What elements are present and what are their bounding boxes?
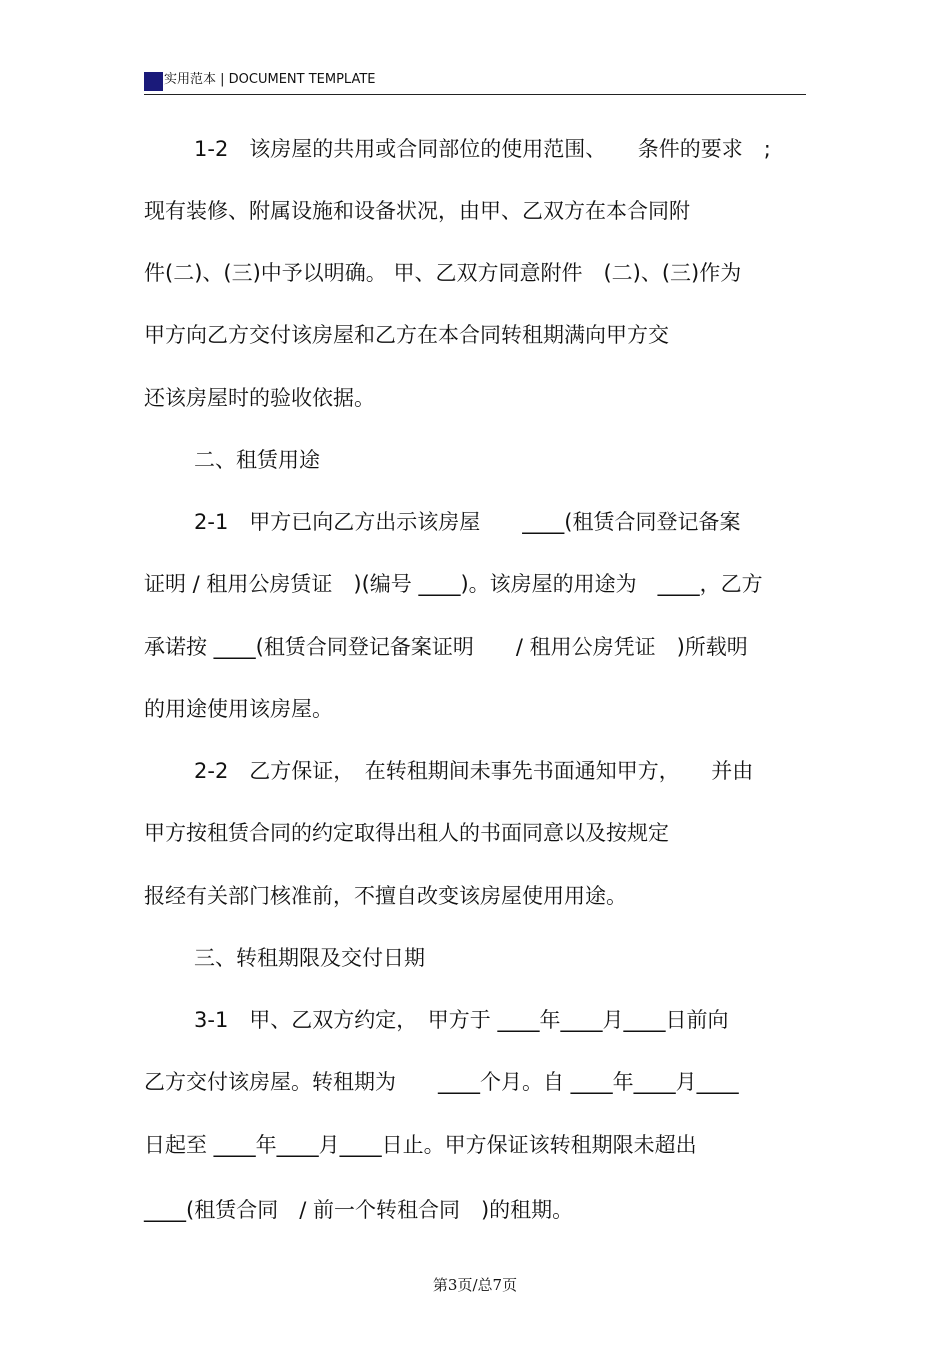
logo-square-icon bbox=[144, 72, 163, 91]
clause-2-2-line-2: 甲方按租赁合同的约定取得出租人的书面同意以及按规定 bbox=[144, 821, 669, 845]
clause-1-2-line-2: 现有装修、附属设施和设备状况，由甲、乙双方在本合同附 bbox=[144, 199, 690, 223]
clause-1-2-line-4: 甲方向乙方交付该房屋和乙方在本合同转租期满向甲方交 bbox=[144, 323, 669, 347]
section-heading-2: 二、租赁用途 bbox=[194, 448, 320, 472]
clause-2-1-line-1: 2-1 甲方已向乙方出示该房屋 ____(租赁合同登记备案 bbox=[194, 510, 741, 534]
clause-2-2-line-1: 2-2 乙方保证， 在转租期间未事先书面通知甲方， 并由 bbox=[194, 759, 754, 783]
page-header bbox=[144, 68, 806, 94]
clause-1-2-line-1: 1-2 该房屋的共用或合同部位的使用范围、 条件的要求 ; bbox=[194, 137, 771, 161]
clause-2-1-line-4: 的用途使用该房屋。 bbox=[144, 697, 333, 721]
clause-3-1-line-3: 日起至 ____年____月____日止。甲方保证该转租期限未超出 bbox=[144, 1133, 697, 1157]
section-heading-3: 三、转租期限及交付日期 bbox=[194, 946, 425, 970]
clause-2-1-line-2: 证明 / 租用公房赁证 )(编号 ____)。该房屋的用途为 ____，乙方 bbox=[144, 572, 763, 596]
header-brand-text: 实用范本 | DOCUMENT TEMPLATE bbox=[164, 72, 376, 87]
clause-1-2-line-3: 件(二)、(三)中予以明确。 甲、乙双方同意附件 (二)、(三)作为 bbox=[144, 261, 742, 285]
clause-3-1-line-4: ____(租赁合同 / 前一个转租合同 )的租期。 bbox=[144, 1198, 574, 1222]
clause-3-1-line-1: 3-1 甲、乙双方约定， 甲方于 ____年____月____日前向 bbox=[194, 1008, 729, 1032]
clause-2-1-line-3: 承诺按 ____(租赁合同登记备案证明 / 租用公房凭证 )所载明 bbox=[144, 635, 748, 659]
clause-2-2-line-3: 报经有关部门核准前，不擅自改变该房屋使用用途。 bbox=[144, 884, 627, 908]
clause-1-2-line-5: 还该房屋时的验收依据。 bbox=[144, 386, 375, 410]
page-number: 第3页/总7页 bbox=[432, 1276, 518, 1294]
header-divider bbox=[144, 94, 806, 95]
clause-3-1-line-2: 乙方交付该房屋。转租期为 ____个月。自 ____年____月____ bbox=[144, 1070, 739, 1094]
